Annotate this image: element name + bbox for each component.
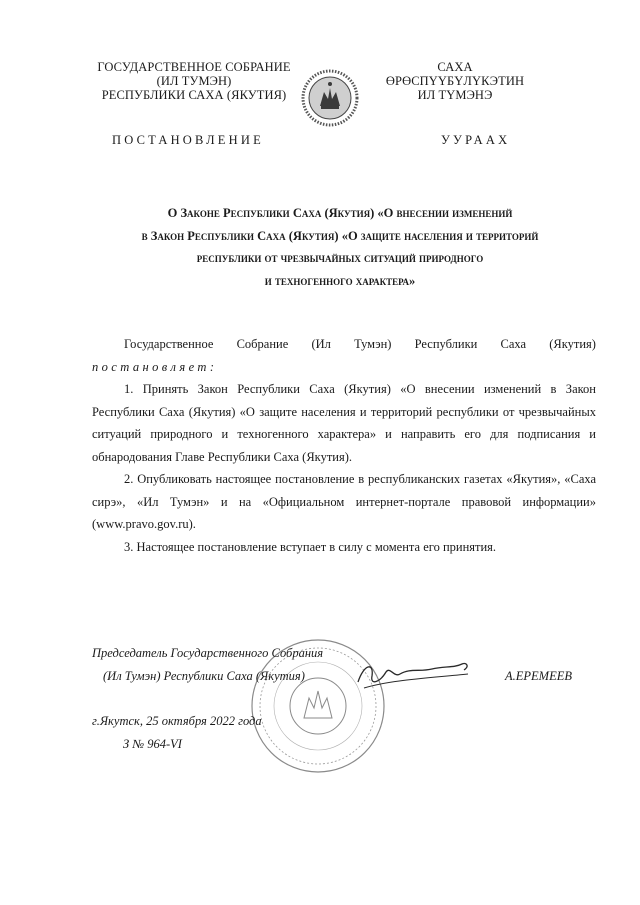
signatory-position-line-1: Председатель Государственного Собрания [92, 646, 324, 660]
issuer-line: РЕСПУБЛИКИ САХА (ЯКУТИЯ) [101, 88, 287, 102]
title-line: и техногенного характера» [264, 273, 416, 288]
issuer-name-russian [88, 60, 300, 102]
place-and-date: г.Якутск, 25 октября 2022 года [92, 714, 262, 728]
item-2: 2. Опубликовать настоящее постановление в республиканских газетах «Якутия», «Саха сирэ», «Ил Тумэн» и на «Официальном интернет-портале правовой информации» (www.pravo.gov.ru). [92, 472, 596, 531]
intro-word: Собрание [236, 337, 289, 351]
intro-word: Саха [500, 337, 527, 351]
intro-word: Государственное [124, 337, 214, 351]
document-kind-russian: ПОСТАНОВЛЕНИЕ [112, 133, 264, 147]
issuer-name-yakut [380, 60, 530, 102]
title-line: в Закон Республики Саха (Якутия) «О защите населения и территорий [141, 228, 539, 243]
intro-word: (Ил [311, 337, 331, 351]
issuer-line: (ИЛ ТУМЭН) [156, 74, 232, 88]
document-title [90, 202, 590, 292]
title-line: республики от чрезвычайных ситуаций природного [196, 251, 484, 265]
document-number: З № 964-VI [123, 737, 182, 751]
issuer-line: ИЛ ТҮМЭНЭ [417, 88, 493, 102]
item-1: 1. Принять Закон Республики Саха (Якутия) «О внесении изменений в Закон Республики Саха (Якутия) «О защите населения и территорий республики от чрезвычайных ситуаций природного и техногенного характера» и направить его для подписания и обнародования Главе Республики Саха (Якутия). [92, 382, 596, 464]
handwritten-signature [350, 652, 475, 694]
signatory-position-line-2: (Ил Тумэн) Республики Саха (Якутия) [103, 669, 305, 683]
document-body [92, 333, 596, 558]
item-3: 3. Настоящее постановление вступает в силу с момента его принятия. [124, 539, 497, 554]
intro-word: Тумэн) [354, 337, 392, 351]
intro-line [92, 333, 596, 356]
intro-word: (Якутия) [549, 337, 596, 351]
coat-of-arms-icon [301, 66, 359, 130]
resolves-word: постановляет: [92, 359, 218, 374]
intro-word: Республики [414, 337, 478, 351]
title-line: О Законе Республики Саха (Якутия) «О внесении изменений [167, 206, 513, 220]
issuer-line: САХА ӨРӨСПҮҮБҮЛҮКЭТИН [385, 60, 525, 88]
signatory-name: А.ЕРЕМЕЕВ [505, 669, 572, 683]
document-kind-yakut: УУРААХ [441, 133, 511, 147]
issuer-line: ГОСУДАРСТВЕННОЕ СОБРАНИЕ [97, 60, 291, 74]
